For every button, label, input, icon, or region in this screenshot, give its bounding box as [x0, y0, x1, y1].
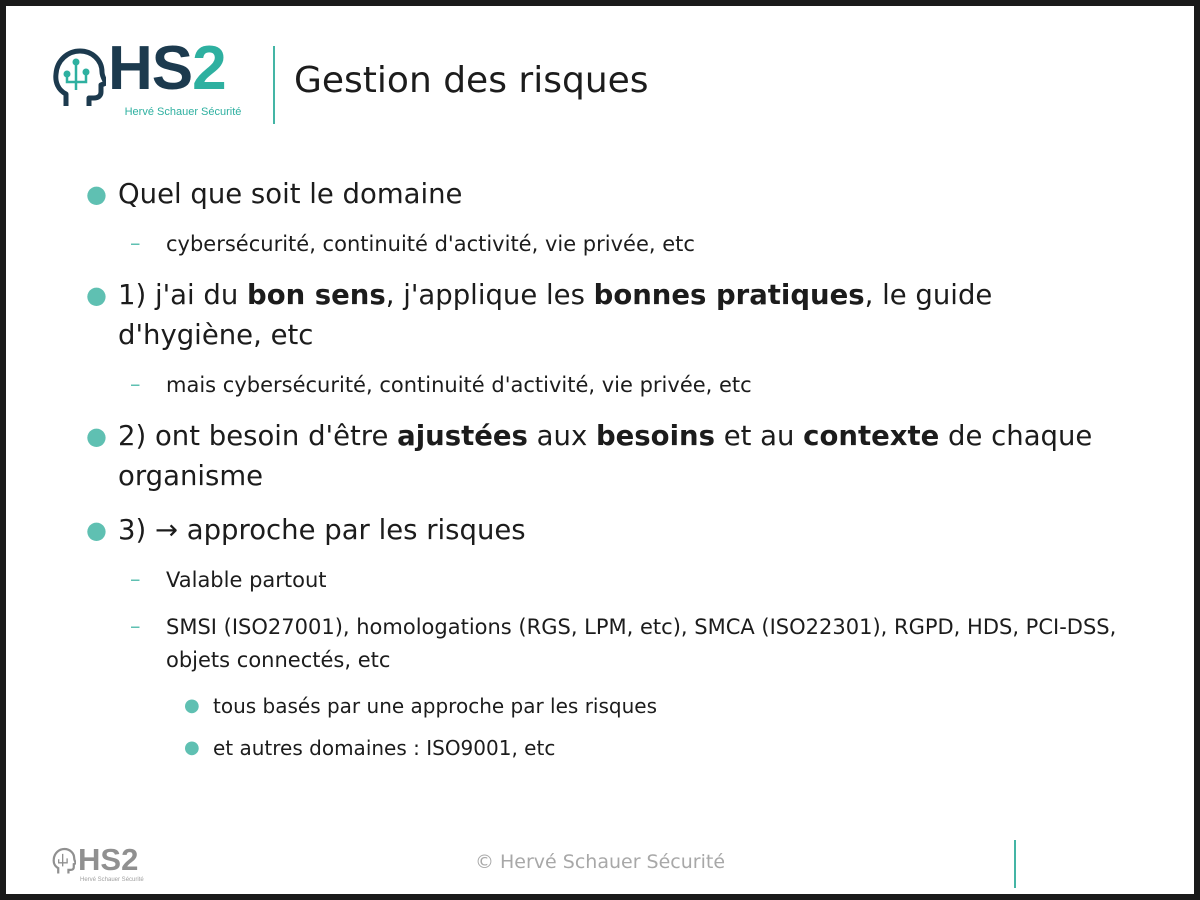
head-circuit-icon	[52, 48, 106, 108]
logo-wordmark-main: HS	[108, 34, 193, 103]
logo-wordmark-accent: 2	[192, 34, 226, 103]
bullet-2-sub-text: mais cybersécurité, continuité d'activité, vie privée, etc	[166, 373, 752, 397]
footer-logo-subtitle: Hervé Schauer Sécurité	[80, 877, 144, 883]
bullet-1-sub	[82, 228, 1132, 261]
logo-subtitle: Hervé Schauer Sécurité	[124, 106, 242, 118]
bullet-2-part3: , le guide d'hygiène, etc	[118, 279, 993, 351]
bullet-4-sub-1-text: Valable partout	[166, 568, 327, 592]
bullet-dot: ●	[184, 695, 200, 716]
bullet-2-part2: , j'applique les	[385, 279, 594, 311]
slide-content	[82, 174, 1132, 775]
bullet-dot: ●	[86, 281, 107, 309]
dash-bullet: –	[130, 567, 141, 591]
bullet-3-bold1: ajustées	[397, 420, 528, 452]
bullet-2-bold1: bon sens	[247, 279, 386, 311]
bullet-3-part3: et au	[714, 420, 804, 452]
bullet-4	[82, 510, 1132, 550]
footer-copyright: © Hervé Schauer Sécurité	[474, 851, 726, 873]
dash-bullet: –	[130, 614, 141, 638]
dash-bullet: –	[130, 231, 141, 255]
bullet-dot: ●	[86, 180, 107, 208]
bullet-3-part4: de chaque organisme	[118, 420, 1093, 492]
bullet-3-bold3: contexte	[803, 420, 940, 452]
header-divider	[273, 46, 275, 124]
bullet-4-text: 3) → approche par les risques	[118, 514, 526, 546]
bullet-1-sub-text: cybersécurité, continuité d'activité, vie privée, etc	[166, 232, 695, 256]
footer-logo-wordmark: HS2	[78, 842, 139, 877]
bullet-3-part1: 2) ont besoin d'être	[118, 420, 398, 452]
bullet-4-subsub-2	[82, 733, 1132, 763]
bullet-2	[82, 275, 1132, 355]
bullet-dot: ●	[184, 737, 200, 758]
bullet-4-subsub-1-text: tous basés par une approche par les risques	[213, 694, 657, 718]
bullet-3-bold2: besoins	[595, 420, 715, 452]
bullet-1	[82, 174, 1132, 214]
footer-divider	[1014, 840, 1016, 888]
bullet-2-part1: 1) j'ai du	[118, 279, 248, 311]
bullet-4-subsub-2-text: et autres domaines : ISO9001, etc	[213, 736, 556, 760]
slide	[6, 6, 1194, 894]
bullet-dot: ●	[86, 422, 107, 450]
bullet-4-subsub-1	[82, 691, 1132, 721]
bullet-3	[82, 416, 1132, 496]
dash-bullet: –	[130, 372, 141, 396]
logo-wordmark	[108, 34, 226, 103]
bullet-4-sub-2	[82, 611, 1132, 677]
bullet-4-sub-1	[82, 564, 1132, 597]
slide-title: Gestion des risques	[294, 60, 649, 101]
bullet-2-bold2: bonnes pratiques	[593, 279, 865, 311]
bullet-3-part2: aux	[527, 420, 596, 452]
hs2-logo	[52, 34, 264, 130]
bullet-2-sub	[82, 369, 1132, 402]
bullet-4-sub-2-text: SMSI (ISO27001), homologations (RGS, LPM, etc), SMCA (ISO22301), RGPD, HDS, PCI-DSS, objets connectés, etc	[166, 615, 1117, 672]
bullet-1-text: Quel que soit le domaine	[118, 178, 463, 210]
bullet-dot: ●	[86, 516, 107, 544]
